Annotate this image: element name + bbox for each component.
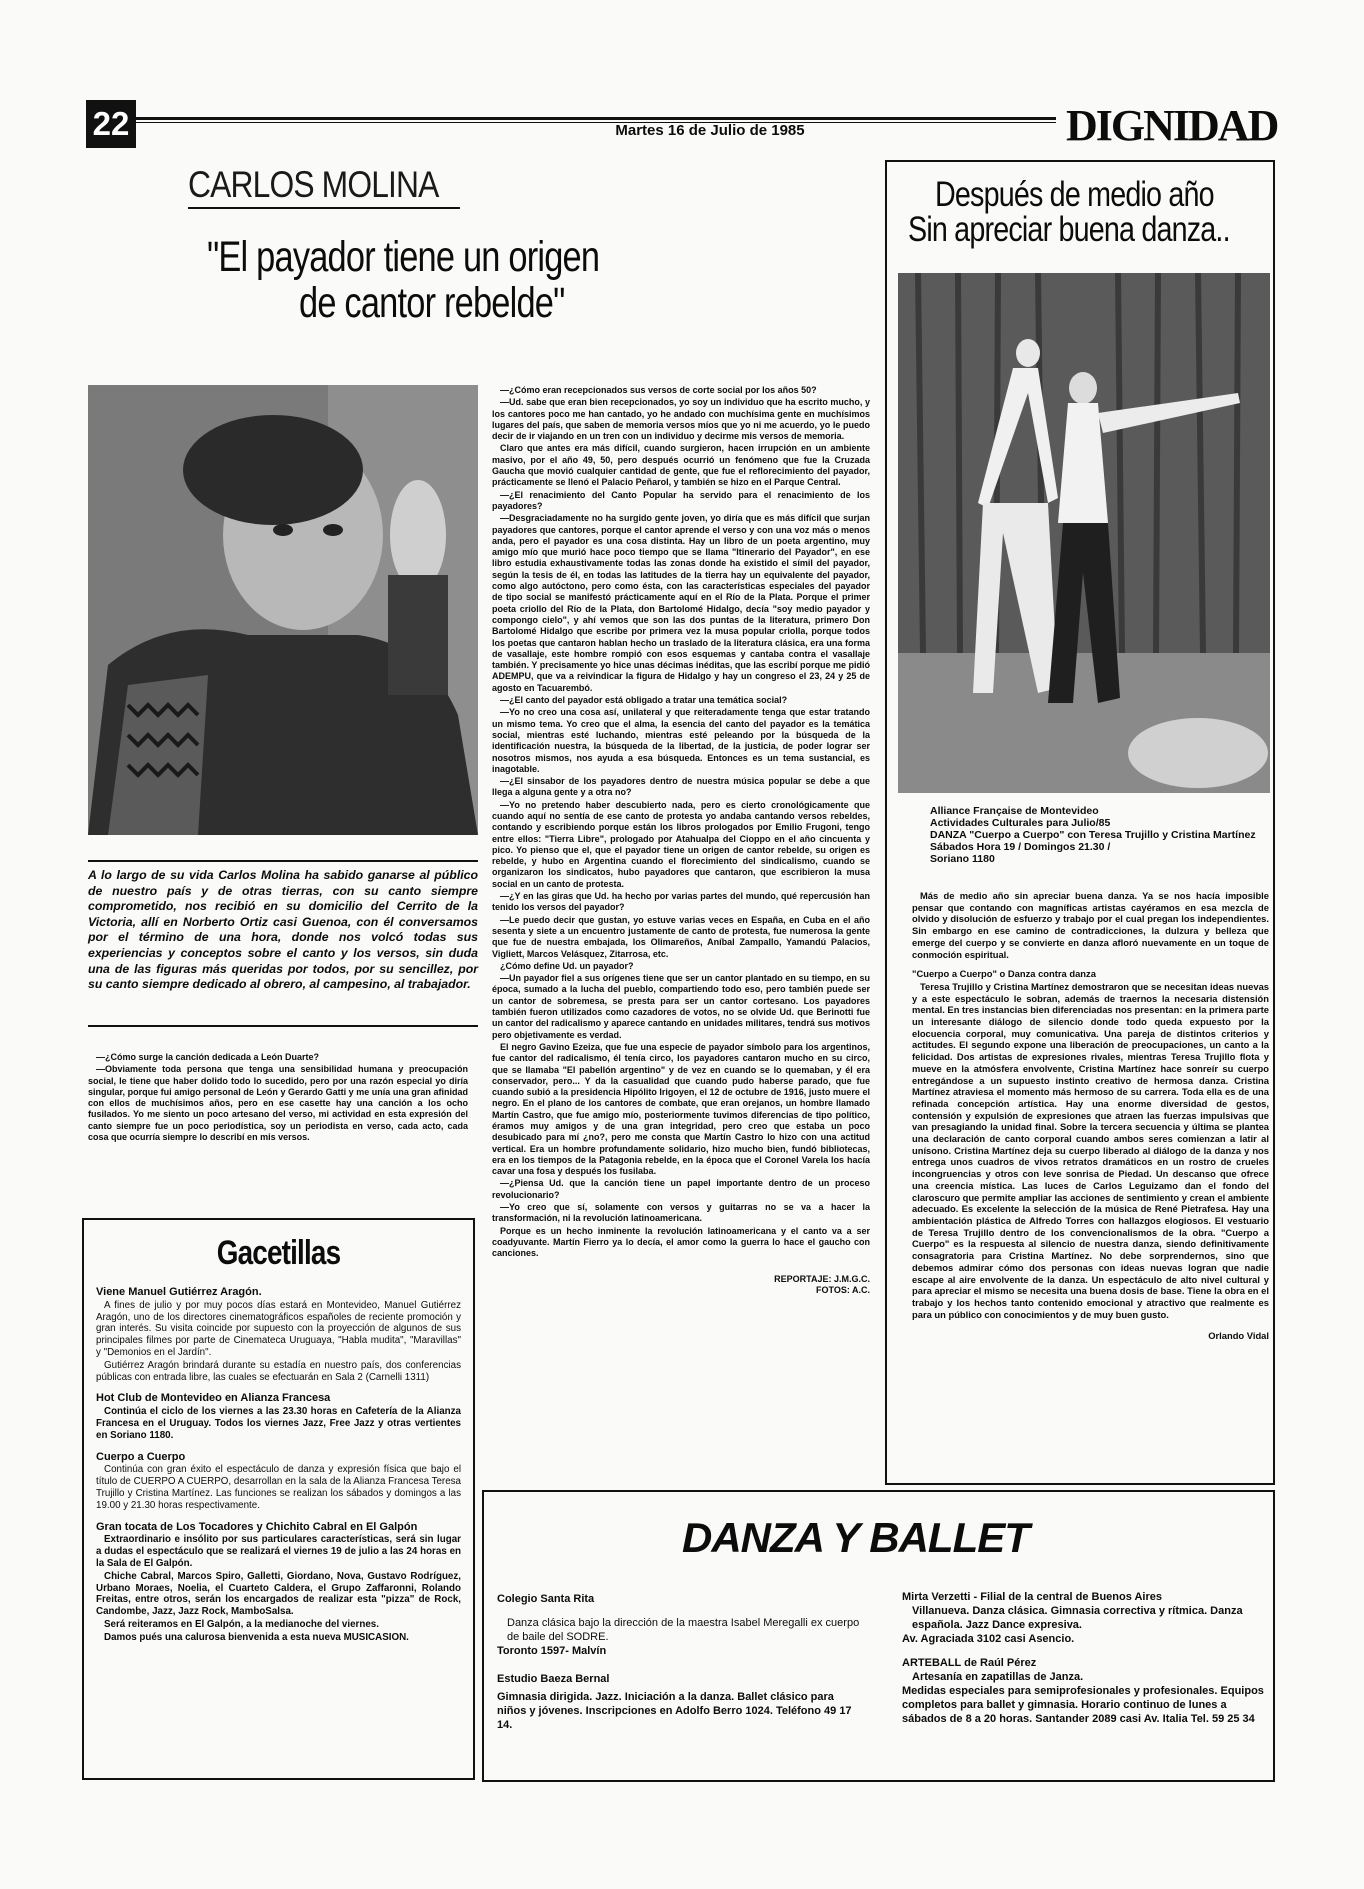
photo-caption: A lo largo de su vida Carlos Molina ha sabido ganarse al público de nuestro país y de otras tierras, con su canto siempre comprometido, nos recibió en su domicilio del Cerrito de la Victoria, allí en Norberto Ortiz casi Guenoa, con él conversamos por el término de una hora, donde nos volcó todas sus experiencias y conceptos sobre el canto y los versos, sin duda una de las figuras más queridas por todos, por su sencillez, por su canto siempre dedicado al obrero, al campesino, al trabajador.	[88, 868, 478, 992]
school-line: Artesanía en zapatillas de Janza.	[912, 1671, 1084, 1683]
masthead: DIGNIDAD	[1066, 101, 1278, 150]
main-para: Claro que antes era más difícil, cuando surgieron, hacen irrupción en un ambiente masivo, por el año 49, 50, pero después ocurrió un fenómeno que fue la Cruzada Gaucha que movió cualquier cantidad de gente, que fue el reflorecimiento del payador, prácticamente se llenó el Palacio Peñarol, y también se hizo en el Parque Central.	[492, 443, 870, 488]
gacetilla-heading: Cuerpo a Cuerpo	[96, 1450, 186, 1463]
interview-left-column	[88, 1052, 468, 1144]
dance-review-text	[912, 890, 1269, 1342]
main-para: —¿El canto del payador está obligado a tratar una temática social?	[500, 695, 788, 706]
main-para: —¿El sinsabor de los payadores dentro de nuestra música popular se debe a que llega a alguna gente y a otra no?	[492, 776, 870, 798]
school-line: Av. Agraciada 3102 casi Asencio.	[902, 1633, 1075, 1645]
caption-rule-top	[88, 860, 478, 862]
headline-line-1: "El payador tiene un origen	[207, 233, 600, 281]
gacetilla-text: Continúa con gran éxito el espectáculo de danza y expresión física que bajo el título de CUERPO A CUERPO, desarrollan en la sala de la Alianza Francesa Teresa Trujillo y Cristina Martínez. Las funciones se realizan los sábados y domingos a las 19.00 y 21.30 horas respectivamente.	[96, 1464, 461, 1511]
danza-ballet-title: DANZA Y BALLET	[682, 1514, 1029, 1561]
main-para: —Desgraciadamente no ha surgido gente joven, yo diría que es más difícil que surjan payadores que cantores, porque el cantor aprende el verso y con una voz más o menos anda, pero el payador es una cosa distinta. Hay un libro de un poeta argentino, muy amigo mío que murió hace poco tiempo que se llama "Itinerario del Payador", en ese libro estudia exhaustivamente todas las zonas donde ha existido el símil del payador, según la tesis de él, en todas las latitudes de la tierra hay un equivalente del payador, como algo autóctono, pero como ésta, con las características especiales del payador de tipo social se manifestó prácticamente aquí en el Río de la Plata. Porque el primer poeta criollo del Río de la Plata, don Bartolomé Hidalgo, decía "soy medio payador y compongo cielo", y ahí vemos que son las dos puntas de la literatura, primero Don Bartolomé Hidalgo que escribe por primera vez la musa popular criolla, porque todos los poetas que cantaron hablan hecho un traslado de la literatura clásica, era una forma de vasallaje, este hombre rompió con esos esquemas y cantaba contra el vasallaje también. Y precisamente yo hice unas décimas inéditas, que las escribí porque me pidió ADEMPU, que va a reivindicar la figura de Hidalgo y hay un congreso el 23, 24 y 25 de agosto en Tacuarembó.	[492, 513, 870, 693]
header-rule	[136, 117, 1056, 120]
gacetillas-box	[82, 1218, 475, 1780]
main-para: —Le puedo decir que gustan, yo estuve varias veces en España, en Cuba en el año sesenta y siete a un encuentro justamente de canto de protesta, fue numerosa la gente que fue de nuestra embajada, los Olimareños, Aníbal Zampallo, Yamandú Palacios, Vigliett, Marcos Velásquez, Zitarrosa, etc.	[492, 914, 870, 959]
main-para: —Un payador fiel a sus orígenes tiene que ser un cantor plantado en su tiempo, en su época, sumado a la lucha del pueblo, compartiendo todo eso, pero también puede ser un cantor de sobremesa, se presta para ser un cantor cortesano. Los payadores también fueron utilizados como cazadores de votos, no se olvide Ud. que Berinotti fue un cantor del radicalismo y aparece cantando en unidades militares, tendrá sus motivos pero objetivamente es verdad.	[492, 973, 870, 1040]
gacetilla-text: Será reiteramos en El Galpón, a la medianoche del viernes.	[104, 1618, 379, 1630]
gacetilla-heading: Viene Manuel Gutiérrez Aragón.	[96, 1286, 262, 1298]
gacetilla-text: Continúa el ciclo de los viernes a las 23.30 horas en Cafetería de la Alianza Francesa en el Uruguay. Todos los viernes Jazz, Free Jazz y otras vertientes en Soriano 1180.	[96, 1406, 461, 1441]
main-para: —¿Piensa Ud. que la canción tiene un papel importante dentro de un proceso revolucionario?	[492, 1178, 870, 1200]
gacetillas-items	[96, 1287, 461, 1644]
left-q1: —¿Cómo surge la canción dedicada a León Duarte?	[96, 1052, 320, 1062]
main-para: —Yo no pretendo haber descubierto nada, pero es cierto cronológicamente que cuando aquí no sentía de ese canto de protesta yo andaba cantando versos rebeldes, contando y escribiendo porque están los libros prologados por Emilio Frugoni, tengo entre ellos: "Tierra Libre", prologado por Atahualpa del Cioppo en el año cincuenta y pico. Yo pienso que el, que el payador tiene un origen de cantor rebelde, su origen es rebelde, y hubo en Argentina cuando el florecimiento del sindicalismo, cuando se organizaron los sindicatos, hubo payadores que cantaron, que escribieron la musa social en un canto de protesta.	[492, 799, 870, 889]
main-para: —¿El renacimiento del Canto Popular ha servido para el renacimiento de los payadores?	[492, 489, 870, 511]
dance-headline-line-1: Después de medio año	[935, 175, 1214, 214]
dance-para: Más de medio año sin apreciar buena danza. Ya se nos hacía imposible pensar que contando con magníficas artistas cayéramos en esa mezcla de olvido y disolución de esfuerzo y trabajo por el cual pregan los independientes. Sin embargo en ese camino de contradicciones, la dulzura y belleza que emerge del cuerpo y se convierte en danza afloró nuevamente en un toque de conmoción espiritual.	[912, 890, 1269, 960]
main-para: —¿Y en las giras que Ud. ha hecho por varias partes del mundo, qué repercusión han tenido los versos del payador?	[492, 891, 870, 913]
school-line: Toronto 1597- Malvín	[497, 1645, 607, 1657]
school-line: Gimnasia dirigida. Jazz. Iniciación a la danza. Ballet clásico para niños y jóvenes. Inscripciones en Adolfo Berro 1024. Teléfono 49 17 14.	[497, 1691, 852, 1731]
gacetillas-title: Gacetillas	[216, 1234, 341, 1272]
page-number: 22	[92, 105, 130, 142]
dance-info-line: Alliance Française de Montevideo	[930, 805, 1099, 817]
dance-para: Teresa Trujillo y Cristina Martínez demostraron que se necesitan ideas nuevas y a este espectáculo le sobran, además de traernos la necesaria distensión mental. En tres instancias bien diferenciadas nos presentan: en la primera parte un interesante diálogo de silencio donde todo queda expuesto por la elocuencia corporal, muy comunicativa. Una pareja de distintos criterios y actitudes. El segundo expone una liberación de preocupaciones, un canto a la felicidad. Dos artistas de expresiones rivales, mientras Teresa Trujillo flota y mueve en la atmósfera envolvente, Cristina Martínez hace sonreír su cuerpo entregándose a un supuesto instinto creativo de hermosa danza. Cristina Martínez atraviesa el momento más hermoso de su carrera. Toda ella es de una refinada concepción artística. Hay una enorme diversidad de gestos, contensión y expulsión de expresiones que atraen las fuerzas impulsivas que van presagiando la unidad final. Sobre la tercera secuencia y última se plantea una declaración de canto corporal cuando ambos seres comienzan a latir al unísono. Cristina Martínez deja su cuerpo liberado al diálogo de la danza y nos entrega unos cuadros de vivos retratos dramáticos en un rostro de crueles incongruencias y otros con leve sonrisa de Piedad. Un descanso que ofrece una creencia mística. Las luces de Carlos Leguizamo dan el fondo del claroscuro que permite ampliar las acciones de sentimiento y crean el ambiente adecuado. Es excelente la selección de la música de René Pietrafesa. Hay una ambientación plástica de Alfredo Torres con hallazgos elogiosos. El vestuario de Teresa Trujillo dentro de los convencionalismos de la obra. "Cuerpo a Cuerpo" es la respuesta al silencio de nuestra danza, siendo definitivamente consagratoria para Cristina Martínez. No debe sorprendernos, sino que debemos admirar cómo dos personas con ideas nuevas logran que nadie escape al aire envolvente de la danza. Un espectáculo de alto nivel cultural y para apreciar el mismo se necesita una buena dosis de base. Tiene la obra en el trabajo y los hechos tanto contenido emocional y atractivo que realmente es para un público con conocimientos y de muy buen gusto.	[912, 980, 1269, 1320]
school-name: ARTEBALL de Raúl Pérez	[902, 1657, 1037, 1669]
school-name: Estudio Baeza Bernal	[497, 1673, 610, 1685]
main-para: —Yo no creo una cosa así, unilateral y que reiteradamente tenga que estar tratando un mismo tema. Yo creo que el alma, la esencia del canto del payador es la temática social, mientras esté luchando, mientras esté peleando por la búsqueda de la identificación nuestra, la búsqueda de la libertad, de la justicia, de poder lograr ser nosotros mismos, nos ayuda a esa búsqueda. Entonces es un tema sustancial, es inagotable.	[492, 707, 870, 774]
dance-info-line: DANZA "Cuerpo a Cuerpo" con Teresa Trujillo y Cristina Martínez	[930, 829, 1256, 841]
dance-info-line: Soriano 1180	[930, 853, 995, 865]
danza-right-listings	[902, 1590, 1265, 1726]
dance-photo	[898, 273, 1270, 793]
caption-rule-bottom	[88, 1025, 478, 1027]
gacetilla-heading: Hot Club de Montevideo en Alianza Francesa	[96, 1392, 331, 1405]
credit-fotos: FOTOS: A.C.	[816, 1284, 870, 1295]
dance-byline: Orlando Vidal	[1208, 1330, 1269, 1342]
interview-kicker: CARLOS MOLINA	[188, 164, 439, 205]
headline-line-2: de cantor rebelde"	[299, 279, 565, 327]
dance-subhead: "Cuerpo a Cuerpo" o Danza contra danza	[912, 968, 1096, 980]
left-a1: —Obviamente toda persona que tenga una sensibilidad humana y preocupación social, le tiene que haber dolido todo lo sucedido, pero por una razón especial yo diría singular, porque fui amigo personal de León y Gerardo Gatti y me unía una gran afinidad con ellos de muchísimos años, pero en ese casette hay una canción a los ocho fusilados. Yo me siento un poco artesano del verso, mi actividad en esta expresión del canto siempre fue un poco periodística, soy un periodista en verso, cada acto, cada cosa que ocurría siempre lo describí en mis versos.	[88, 1064, 468, 1143]
carlos-molina-photo	[88, 385, 478, 835]
issue-date: Martes 16 de Julio de 1985	[615, 122, 805, 139]
gacetilla-heading: Gran tocata de Los Tocadores y Chichito Cabral en El Galpón	[96, 1520, 418, 1533]
main-para: ¿Cómo define Ud. un payador?	[500, 960, 634, 971]
gacetilla-text: A fines de julio y por muy pocos días estará en Montevideo, Manuel Gutiérrez Aragón, uno de los directores cinematográficos españoles de reciente promoción y gran interés. Su visita coincide por supuesto con la proyección de algunos de sus principales filmes por parte de Cinemateca Uruguaya, "Habla mudita", "Maravillas" y "Demonios en el Jardín".	[96, 1299, 461, 1358]
dance-headline-line-2: Sin apreciar buena danza..	[908, 210, 1230, 249]
school-name: Colegio Santa Rita	[497, 1593, 595, 1605]
credits	[492, 1274, 870, 1297]
dance-info-line: Sábados Hora 19 / Domingos 21.30 /	[930, 841, 1111, 853]
gacetilla-text: Gutiérrez Aragón brindará durante su estadía en nuestro país, dos conferencias públicas con entrada libre, las cuales se efectuarán en Sala 2 (Carnelli 1311)	[96, 1359, 461, 1383]
page-number-box	[86, 100, 136, 148]
school-line: Medidas especiales para semiprofesionales y profesionales. Equipos completos para ballet y gimnasia. Horario continuo de lunes a sábados de 8 a 20 horas. Santander 2089 casi Av. Italia Tel. 59 25 34	[902, 1685, 1264, 1725]
kicker-underline	[188, 207, 460, 209]
main-para: —Ud. sabe que eran bien recepcionados, yo soy un individuo que ha escrito mucho, y los cantores poco me han cantado, yo he andado con muchísima gente en muchísimos lugares del país, que saben de memoria versos míos que yo ni me acuerdo, yo le puedo decir de ir viajando en un tren con un individuo y decirme mis versos de memoria.	[492, 397, 870, 442]
dance-illustration	[898, 273, 1270, 793]
main-para: Porque es un hecho inminente la revolución latinoamericana y el canto va a ser coadyuvante. Martín Fierro ya lo decía, el amor como la guerra lo hace el gaucho con canciones.	[492, 1225, 870, 1259]
danza-left-listings	[497, 1592, 862, 1732]
school-line: Villanueva. Danza clásica. Gimnasia correctiva y rítmica. Danza española. Jazz Dance expresiva.	[912, 1605, 1243, 1631]
dance-info	[930, 805, 1260, 865]
credit-reportaje: REPORTAJE: J.M.G.C.	[774, 1273, 870, 1284]
gacetilla-text: Damos pués una calurosa bienvenida a esta nueva MUSICASION.	[104, 1631, 409, 1643]
dance-info-line: Actividades Culturales para Julio/85	[930, 817, 1111, 829]
gacetilla-text: Extraordinario e insólito por sus particulares características, será sin lugar a dudas el espectáculo que se realizará el viernes 19 de julio a las 24 horas en la Sala de El Galpón.	[96, 1534, 461, 1569]
school-line: Danza clásica bajo la dirección de la maestra Isabel Meregalli ex cuerpo de baile del SODRE.	[507, 1617, 860, 1643]
interview-main-column	[492, 385, 870, 1296]
school-name: Mirta Verzetti - Filial de la central de Buenos Aires	[902, 1591, 1163, 1603]
photo-illustration	[88, 385, 478, 835]
main-para: —¿Cómo eran recepcionados sus versos de corte social por los años 50?	[500, 385, 817, 395]
gacetilla-text: Chiche Cabral, Marcos Spiro, Galletti, Giordano, Nova, Gustavo Rodríguez, Urbano Moraes, Noelia, el Cuarteto Caldera, el Grupo Zaffaronni, Rolando Freitas, entre otros, serán los encargados de realizar esta "pizza" de Rock, Candombe, Jazz, Jazz Rock, MamboSalsa.	[96, 1570, 461, 1618]
main-para: —Yo creo que sí, solamente con versos y guitarras no se va a hacer la transformación, ni la revolución latinoamericana.	[492, 1202, 870, 1224]
main-para: El negro Gavino Ezeiza, que fue una especie de payador símbolo para los argentinos, fue cantor del radicalismo, él tenía circo, los payadores cantaron mucho en su circo, que se llamaba "El pabellón argentino" y de vez en cuando se lo quemaban, y él era conservador, pero... Y da la casualidad que cuando pudo haberse parado, que fue cuando subió a la presidencia Hipólito Irigoyen, el 12 de octubre de 1916, justo muere el negro. En el plano de los cantores de combate, que eran orejanos, un hombre llamado Martín Castro, que fue amigo mío, posteriormente tuvimos diferencias de tipo político, éramos muy amigos y de una gran integridad, pero creo que estaba un poco desubicado para mí ¿no?, pero me consta que Martín Castro lo hizo con una actitud vertical. Era un hombre profundamente solidario, hizo mucho bien, fundó bibliotecas, era en los tiempos de la Patagonia rebelde, en la época que el Coronel Varela los hacía cavar una fosa y después los fusilaba.	[492, 1041, 870, 1177]
